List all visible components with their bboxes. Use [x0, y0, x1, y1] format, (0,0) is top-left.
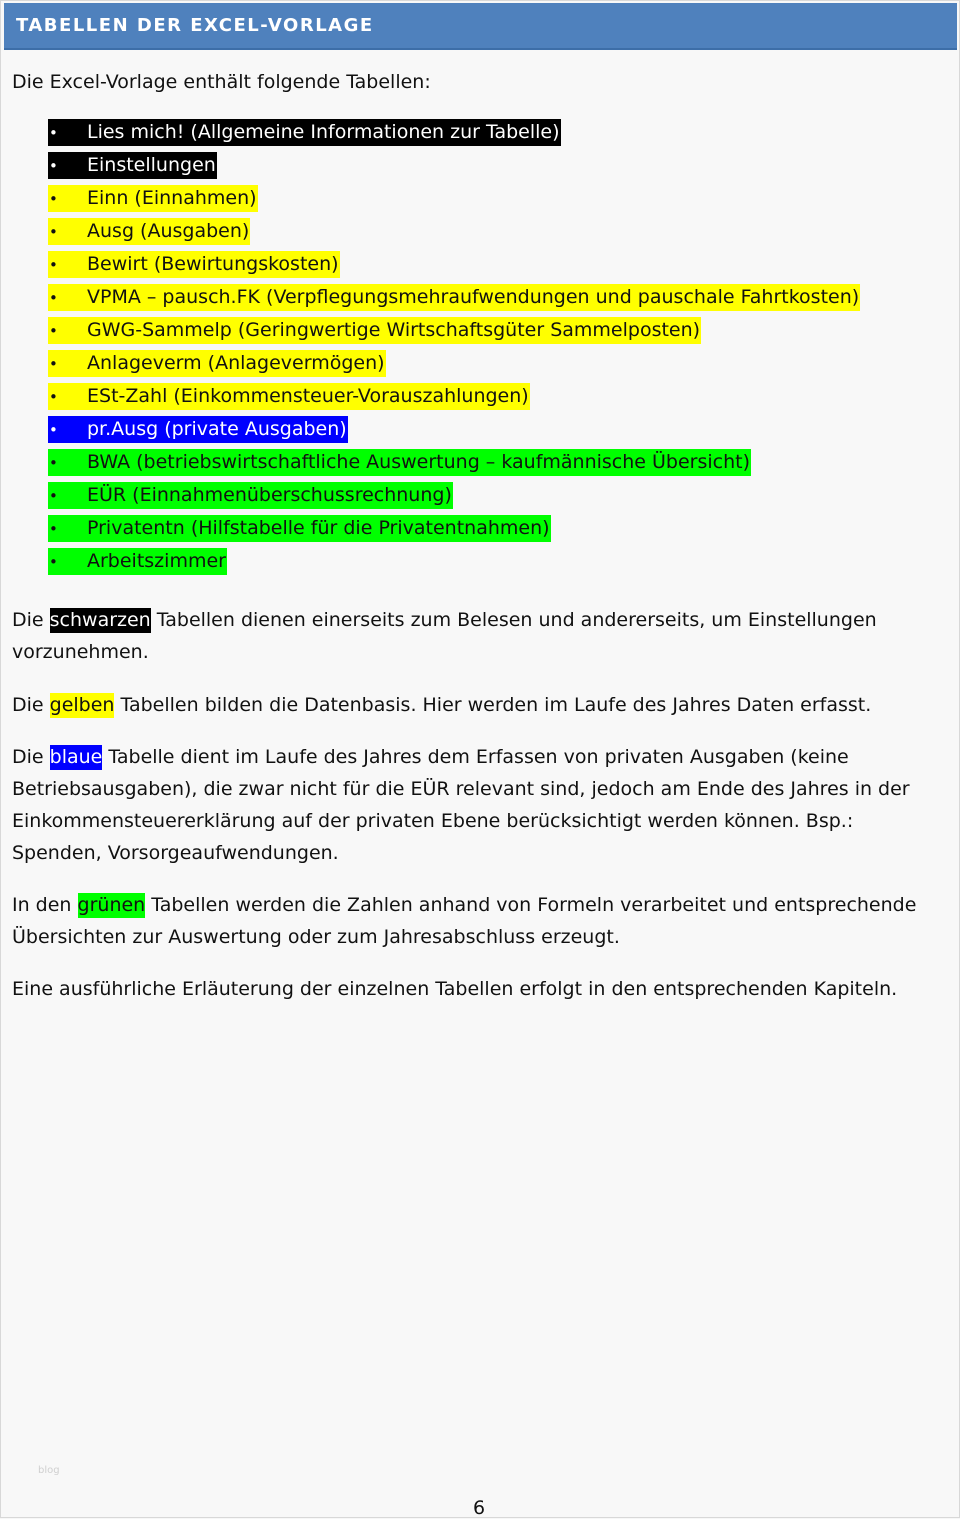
- table-label-text: EÜR (Einnahmenüberschussrechnung): [87, 484, 452, 506]
- bullet-icon: •: [49, 421, 58, 439]
- table-label-yellow: [48, 251, 340, 278]
- watermark: blog: [38, 1465, 60, 1476]
- table-label-text: VPMA – pausch.FK (Verpflegungsmehraufwendungen und pauschale Fahrtkosten): [87, 286, 860, 308]
- paragraph-black-tables: Die schwarzen Tabellen dienen einerseits zum Belesen und andererseits, um Einstellungen vorzunehmen.: [12, 609, 877, 663]
- bullet-icon: •: [49, 322, 58, 340]
- table-list: [48, 119, 860, 581]
- table-list-item: [48, 119, 860, 152]
- table-label-green: [48, 515, 551, 542]
- page-number: 6: [473, 1497, 486, 1519]
- table-label-text: pr.Ausg (private Ausgaben): [87, 418, 347, 440]
- bullet-icon: •: [49, 190, 58, 208]
- table-label-yellow: [48, 350, 386, 377]
- table-label-text: Ausg (Ausgaben): [87, 220, 250, 242]
- table-label-text: Privatentn (Hilfstabelle für die Privatentnahmen): [87, 517, 550, 539]
- bullet-icon: •: [49, 256, 58, 274]
- table-label-text: Anlageverm (Anlagevermögen): [87, 352, 385, 374]
- table-list-item: [48, 383, 860, 416]
- table-label-text: Lies mich! (Allgemeine Informationen zur Tabelle): [87, 121, 560, 143]
- table-label-yellow: [48, 284, 860, 311]
- table-label-yellow: [48, 383, 530, 410]
- table-list-item: [48, 284, 860, 317]
- table-label-text: Einn (Einnahmen): [87, 187, 257, 209]
- table-label-text: GWG-Sammelp (Geringwertige Wirtschaftsgüter Sammelposten): [87, 319, 701, 341]
- bullet-icon: •: [49, 223, 58, 241]
- highlight-yellow: gelben: [49, 694, 115, 716]
- table-label-text: Arbeitszimmer: [87, 550, 226, 572]
- paragraph-green-tables: In den grünen Tabellen werden die Zahlen anhand von Formeln verarbeitet und entsprechende Übersichten zur Auswertung oder zum Jahresabschluss erzeugt.: [12, 894, 917, 948]
- highlight-blue: blaue: [49, 746, 103, 768]
- table-list-item: [48, 185, 860, 218]
- table-label-green: [48, 548, 227, 575]
- table-label-yellow: [48, 185, 258, 212]
- table-list-item: [48, 350, 860, 383]
- table-label-text: BWA (betriebswirtschaftliche Auswertung – kaufmännische Übersicht): [87, 451, 751, 473]
- table-list-item: [48, 449, 860, 482]
- highlight-black: schwarzen: [49, 609, 151, 631]
- intro-text: Die Excel-Vorlage enthält folgende Tabellen:: [12, 71, 431, 93]
- table-list-item: [48, 416, 860, 449]
- table-list-item: [48, 515, 860, 548]
- table-list-item: [48, 482, 860, 515]
- section-header: [4, 3, 957, 50]
- table-list-item: [48, 251, 860, 284]
- table-label-yellow: [48, 218, 250, 245]
- table-label-black: [48, 152, 217, 179]
- bullet-icon: •: [49, 520, 58, 538]
- bullet-icon: •: [49, 124, 58, 142]
- bullet-icon: •: [49, 355, 58, 373]
- table-label-text: Bewirt (Bewirtungskosten): [87, 253, 339, 275]
- highlight-green: grünen: [77, 894, 146, 916]
- bullet-icon: •: [49, 388, 58, 406]
- bullet-icon: •: [49, 454, 58, 472]
- table-list-item: [48, 548, 860, 581]
- section-title: TABELLEN DER EXCEL-VORLAGE: [16, 15, 374, 36]
- table-label-text: ESt-Zahl (Einkommensteuer-Vorauszahlungen): [87, 385, 529, 407]
- bullet-icon: •: [49, 487, 58, 505]
- table-list-item: [48, 152, 860, 185]
- table-label-green: [48, 449, 751, 476]
- bullet-icon: •: [49, 157, 58, 175]
- table-list-item: [48, 218, 860, 251]
- table-label-text: Einstellungen: [87, 154, 216, 176]
- bullet-icon: •: [49, 553, 58, 571]
- table-list-item: [48, 317, 860, 350]
- table-label-black: [48, 119, 561, 146]
- table-label-yellow: [48, 317, 701, 344]
- paragraph-yellow-tables: Die gelben Tabellen bilden die Datenbasis. Hier werden im Laufe des Jahres Daten erfasst.: [12, 694, 872, 716]
- paragraph-closing: Eine ausführliche Erläuterung der einzelnen Tabellen erfolgt in den entsprechenden Kapiteln.: [12, 978, 898, 1000]
- paragraph-blue-table: Die blaue Tabelle dient im Laufe des Jahres dem Erfassen von privaten Ausgaben (keine Betriebsausgaben), die zwar nicht für die EÜR relevant sind, jedoch am Ende des Jahres in der Einkommensteuererklärung auf der privaten Ebene berücksichtigt werden können. Bsp.: Spenden, Vorsorgeaufwendungen.: [12, 746, 910, 864]
- bullet-icon: •: [49, 289, 58, 307]
- table-label-green: [48, 482, 453, 509]
- table-label-blue: [48, 416, 348, 443]
